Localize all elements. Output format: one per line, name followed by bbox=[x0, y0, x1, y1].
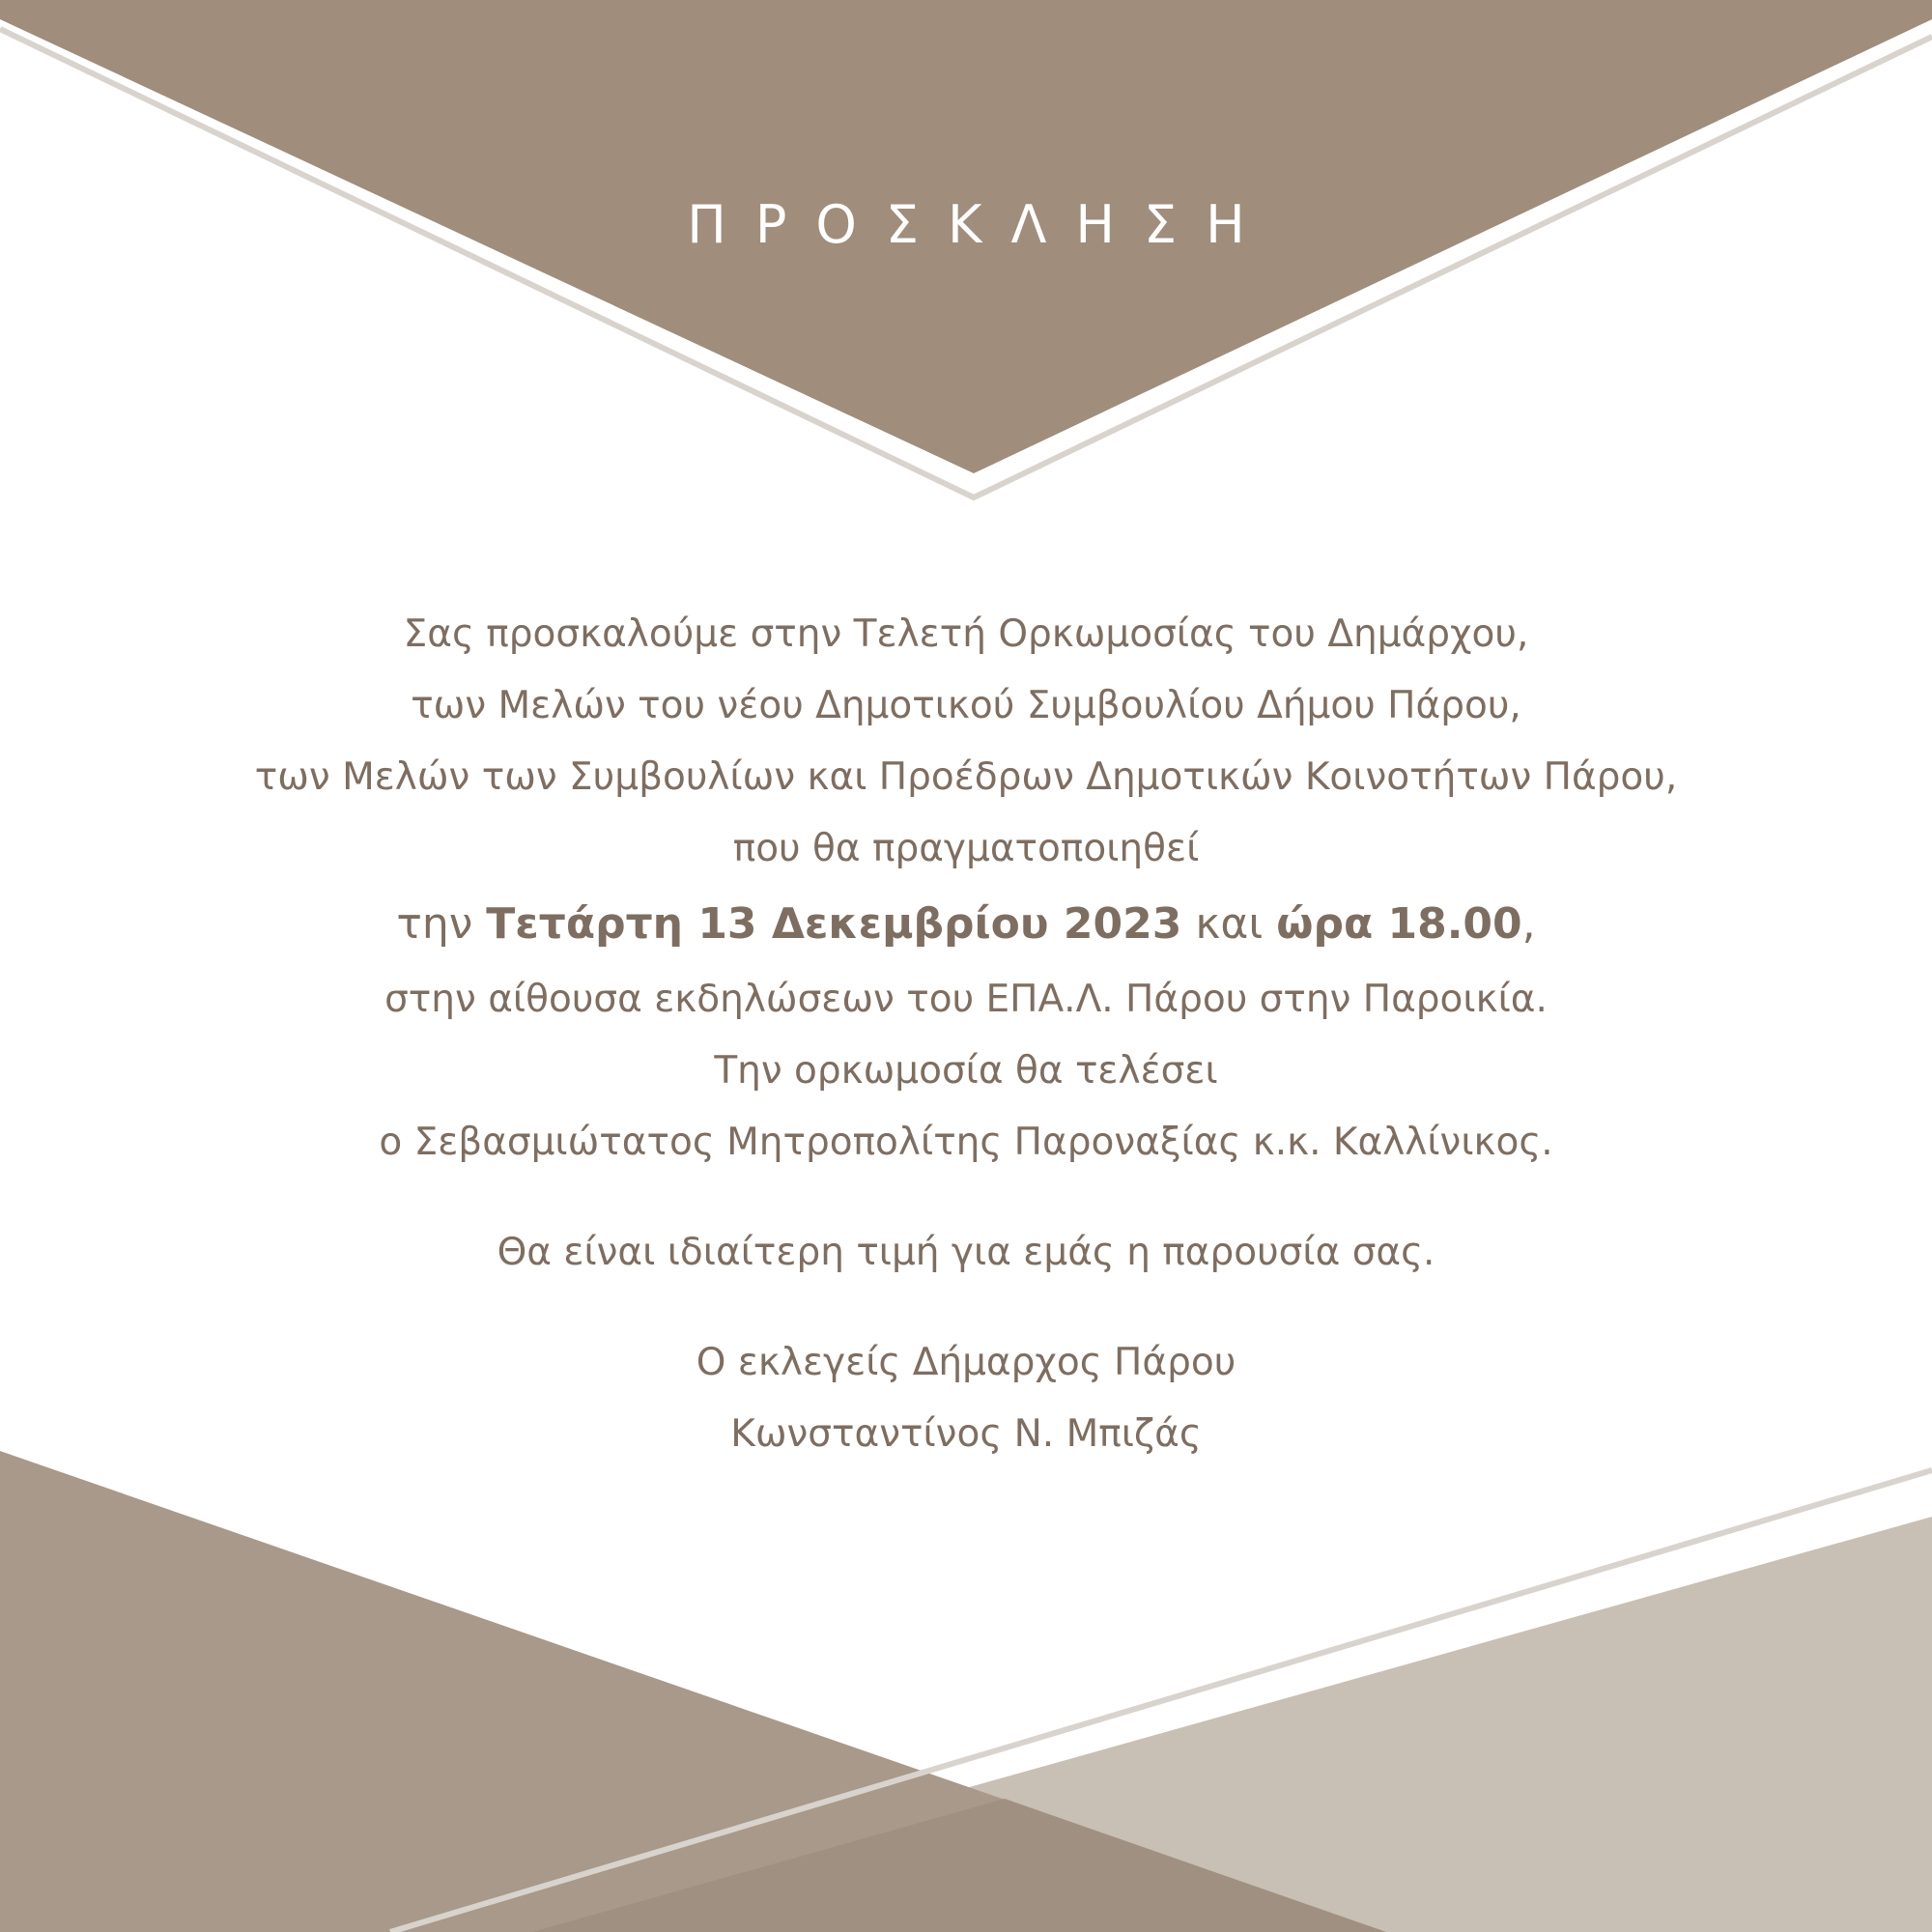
invitation-line-3: των Μελών των Συμβουλίων και Προέδρων Δημοτικών Κοινοτήτων Πάρου, bbox=[254, 755, 1678, 799]
signature-role: Ο εκλεγείς Δήμαρχος Πάρου bbox=[696, 1341, 1236, 1384]
invitation-line-7: Την ορκωμοσία θα τελέσει bbox=[714, 1049, 1218, 1093]
spacer bbox=[0, 1289, 1932, 1327]
date-connector: και bbox=[1181, 899, 1277, 949]
invitation-line-2: των Μελών του νέου Δημοτικού Συμβουλίου Δήμου Πάρου, bbox=[411, 684, 1521, 727]
signature-name: Κωνσταντίνος Ν. Μπιζάς bbox=[730, 1412, 1202, 1456]
event-date-time bbox=[0, 885, 1932, 964]
spacer bbox=[0, 1179, 1932, 1217]
invitation-line-1: Σας προσκαλούμε στην Τελετή Ορκωμοσίας του Δημάρχου, bbox=[403, 612, 1529, 656]
date-suffix: , bbox=[1521, 899, 1536, 949]
page-title: ΠΡΟΣΚΛΗΣΗ bbox=[687, 194, 1274, 255]
invitation-line-8: ο Σεβασμιώτατος Μητροπολίτης Παροναξίας κ.κ. Καλλίνικος. bbox=[379, 1121, 1553, 1164]
event-date: Τετάρτη 13 Δεκεμβρίου 2023 bbox=[486, 899, 1182, 949]
date-prefix: την bbox=[396, 899, 487, 949]
invitation-line-4: που θα πραγματοποιηθεί bbox=[732, 827, 1200, 870]
closing-line: Θα είναι ιδιαίτερη τιμή για εμάς η παρουσία σας. bbox=[497, 1231, 1435, 1274]
invitation-text bbox=[0, 599, 1932, 1470]
event-time: ώρα 18.00 bbox=[1276, 899, 1522, 949]
invitation-line-6: στην αίθουσα εκδηλώσεων του ΕΠΑ.Λ. Πάρου στην Παροικία. bbox=[384, 978, 1548, 1021]
